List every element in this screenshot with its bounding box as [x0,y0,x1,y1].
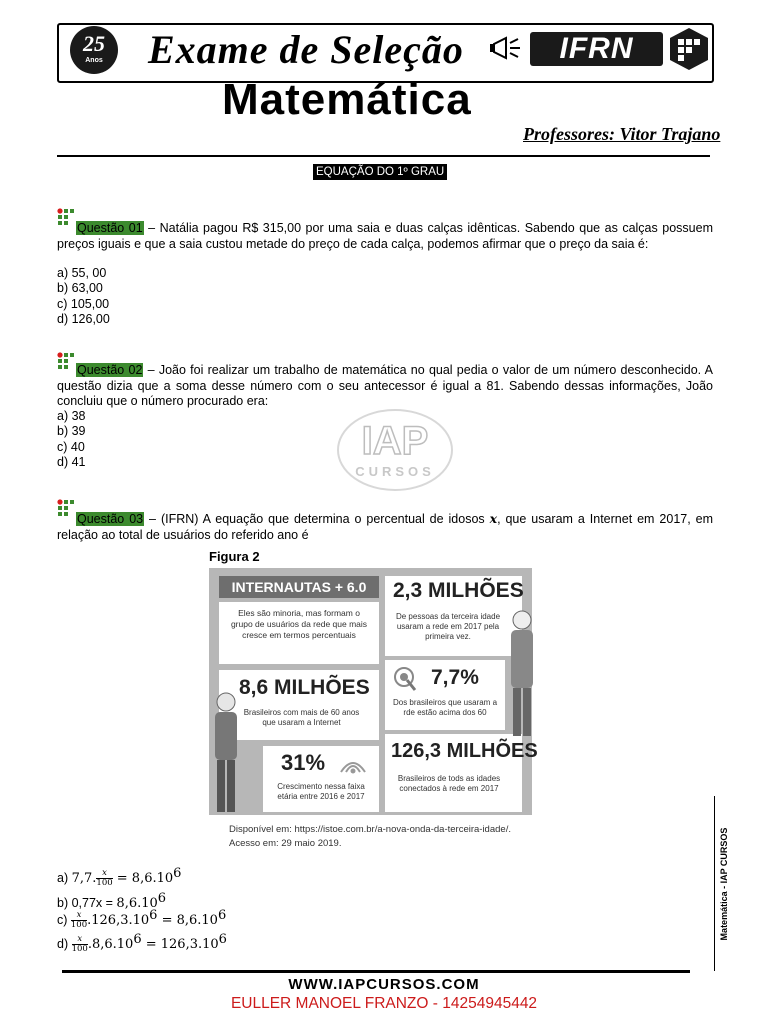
banner: INTERNAUTAS + 6.0 [219,576,379,598]
professors-line: Professores: Vitor Trajano [523,124,721,144]
question-02-text: – João foi realizar um trabalho de matemática no qual pedia o valor de um número desconhecido. A questão dizia que a soma desse número com o seu antecessor é igual a 81. Sabendo dessas informações, João concluiu que o número procurado era: [57,363,713,408]
footer-website[interactable]: WWW.IAPCURSOS.COM [288,976,480,993]
answer-a-coef: 7,7. [71,871,97,887]
anniversary-badge [70,26,118,74]
option-d: d) 126,00 [57,311,110,326]
ifrn-logo-icon [668,26,710,72]
iap-watermark-logo [336,406,454,492]
answer-c-label: c) [57,913,71,928]
question-03-text-b: , que usaram a Internet em 2017, em relação ao total de usuários do referido ano é [57,512,713,542]
badge-number: 25 [83,31,105,56]
stat-card-5 [385,734,538,812]
watermark-iap: IAP [361,419,429,463]
question-02-label: Questão 02 [77,363,143,377]
answer-a: a) 7,7. $\frac{x}{100}$ = $8,6.10^6$ [57,866,182,889]
answer-b-rhs: 8,6.10 [116,896,158,912]
stat-5-text: Brasileiros de tods as idades conectados à rede em 2017 [397,774,501,793]
fraction: $\frac{x}{100}$ [71,934,88,955]
intro-box [219,602,379,664]
exam-title: Exame de Seleção [148,27,464,72]
infographic [209,568,538,815]
stat-1-value: 2,3 MILHÕES [393,579,524,602]
badge-sub: Anos [85,57,103,64]
option-c: c) 40 [57,439,85,454]
answer-d: d) $\frac{x}{100}$ $.8,6.10^6 = 126,3.10^6$ [57,932,227,955]
touch-icon [393,666,419,692]
stat-2-value: 8,6 MILHÕES [239,676,370,699]
stat-card-3 [385,660,505,730]
question-01-options [57,266,110,327]
topic-label: EQUAÇÃO DO 1º GRAU [313,164,447,180]
watermark-cursos: CURSOS [355,464,435,479]
stat-3-text: Dos brasileiros que usaram a rde estão acima dos 60 [392,698,498,717]
side-tab [714,796,734,971]
stat-card-2 [219,670,379,740]
fraction: $\frac{x}{100}$ [70,910,88,931]
stat-5-value: 126,3 MILHÕES [391,740,538,762]
stat-1-text: De pessoas da terceira idade usaram a rede em 2017 pela primeira vez. [395,612,501,641]
intro-text: Eles são minoria, mas formam o grupo de usuários da rede que mais cresce em termos percentuais [230,608,368,640]
stat-2-text: Brasileiros com mais de 60 anos que usaram a Internet [243,708,360,727]
option-a: a) 55, 00 [57,266,107,280]
answer-c: c) $\frac{x}{100}$ $.126,3.10^6 = 8,6.10^6$ [57,908,227,931]
stat-4-value: 31% [281,750,326,775]
answer-d-label: d) [57,937,72,952]
option-a: a) 38 [57,409,86,423]
question-02-options [57,409,86,470]
stat-4-text: Crescimento nessa faixa etária entre 2016 e 2017 [277,782,365,801]
header-divider [57,155,710,157]
answer-a-label: a) [57,871,72,886]
figure-caption: Disponível em: https://istoe.com.br/a-nova-onda-da-terceira-idade/. Acesso em: 29 maio 2019. [229,824,511,849]
question-02 [57,363,713,410]
footer-owner: EULLER MANOEL FRANZO - 14254945442 [230,995,538,1012]
stat-card-4 [263,746,379,812]
answer-b: b) $0,77x = 8,6.10^6$ [57,891,167,912]
elderly-woman-illustration [507,608,537,738]
question-03-variable: x [489,511,498,526]
question-01-label: Questão 01 [77,221,143,235]
question-03 [57,511,713,543]
subject-title: Matemática [222,75,472,124]
question-01 [57,221,713,252]
footer-divider [62,970,690,973]
option-d: d) 41 [57,454,86,469]
figure-title: Figura 2 [209,549,260,564]
side-tab-label: Matemática - IAP CURSOS [719,827,729,940]
stat-3-value: 7,7% [431,666,479,689]
stat-card-1 [385,576,522,656]
signal-icon [339,752,367,774]
question-03-label: Questão 03 [77,512,144,526]
option-b: b) 39 [57,424,86,439]
elderly-man-illustration [209,688,243,815]
answer-a-rhs: = 8,6.10 [112,871,174,887]
option-b: b) 63,00 [57,281,103,296]
option-c: c) 105,00 [57,296,110,311]
question-03-text-a: – (IFRN) A equação que determina o percentual de idosos [144,512,490,526]
answer-b-label: b) 0,77x = [57,896,117,911]
brand-label: IFRN [530,32,663,66]
megaphone-icon [488,35,522,61]
fraction: $\frac{x}{100}$ [96,868,113,889]
question-01-text: – Natália pagou R$ 315,00 por uma saia e duas calças idênticas. Sabendo que as calças possuem preços iguais e que a saia custou metade do preço de cada calça, podemos afirmar que o preço da saia é: [57,221,713,251]
